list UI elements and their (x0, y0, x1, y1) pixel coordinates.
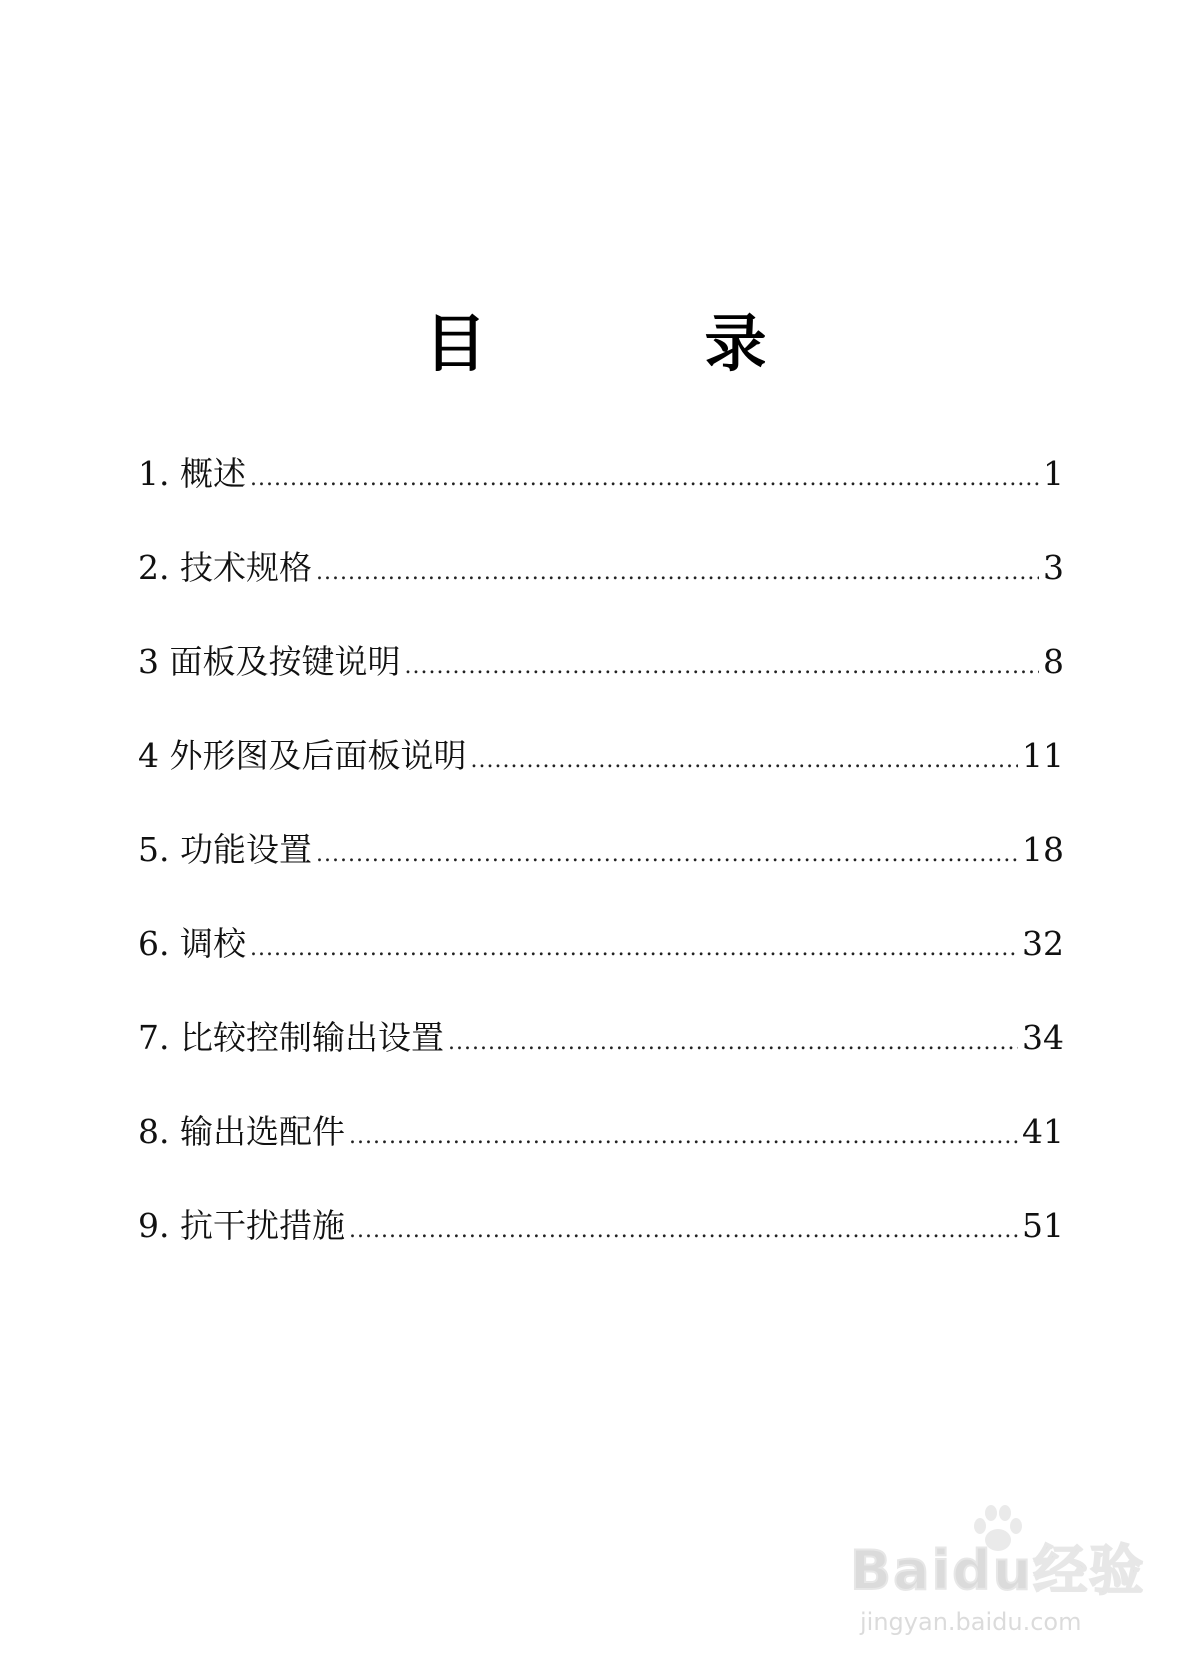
toc-entry-5[interactable] (138, 825, 1064, 919)
toc-page-number: 8 (1043, 642, 1064, 681)
toc-entry-9[interactable] (138, 1201, 1064, 1295)
toc-page-number: 51 (1022, 1206, 1064, 1245)
toc-page-number: 1 (1043, 454, 1064, 493)
toc-entry-8[interactable] (138, 1107, 1064, 1201)
toc-entry-label: 3 面板及按键说明 (138, 642, 401, 681)
watermark-url: jingyan.baidu.com (860, 1608, 1082, 1636)
toc-dot-leader (316, 548, 1039, 598)
toc-entry-1[interactable] (138, 449, 1064, 543)
toc-entry-4[interactable] (138, 731, 1064, 825)
toc-entry-2[interactable] (138, 543, 1064, 637)
toc-entry-3[interactable] (138, 637, 1064, 731)
watermark-logo-text: Baidu经验 (850, 1539, 1146, 1602)
toc-entry-label: 8. 输出选配件 (138, 1112, 345, 1151)
table-of-contents (138, 449, 1064, 1295)
toc-entry-label: 4 外形图及后面板说明 (138, 736, 467, 775)
baidu-jingyan-watermark (850, 1500, 1150, 1650)
toc-dot-leader (349, 1112, 1018, 1162)
toc-entry-label: 2. 技术规格 (138, 548, 312, 587)
toc-entry-label: 9. 抗干扰措施 (138, 1206, 345, 1245)
toc-dot-leader (349, 1206, 1018, 1256)
toc-dot-leader (405, 642, 1040, 692)
toc-dot-leader (250, 924, 1018, 974)
toc-entry-label: 7. 比较控制输出设置 (138, 1018, 444, 1057)
toc-page-number: 11 (1022, 736, 1064, 775)
toc-dot-leader (471, 736, 1019, 786)
toc-dot-leader (448, 1018, 1018, 1068)
toc-page-number: 34 (1022, 1018, 1064, 1057)
toc-page-number: 3 (1043, 548, 1064, 587)
toc-entry-label: 6. 调校 (138, 924, 246, 963)
toc-page-number: 18 (1022, 830, 1064, 869)
toc-dot-leader (316, 830, 1018, 880)
toc-entry-label: 1. 概述 (138, 454, 246, 493)
page-title: 目 录 (424, 306, 845, 380)
toc-entry-label: 5. 功能设置 (138, 830, 312, 869)
toc-dot-leader (250, 454, 1039, 504)
toc-entry-7[interactable] (138, 1013, 1064, 1107)
toc-page-number: 32 (1022, 924, 1064, 963)
toc-entry-6[interactable] (138, 919, 1064, 1013)
toc-page-number: 41 (1022, 1112, 1064, 1151)
